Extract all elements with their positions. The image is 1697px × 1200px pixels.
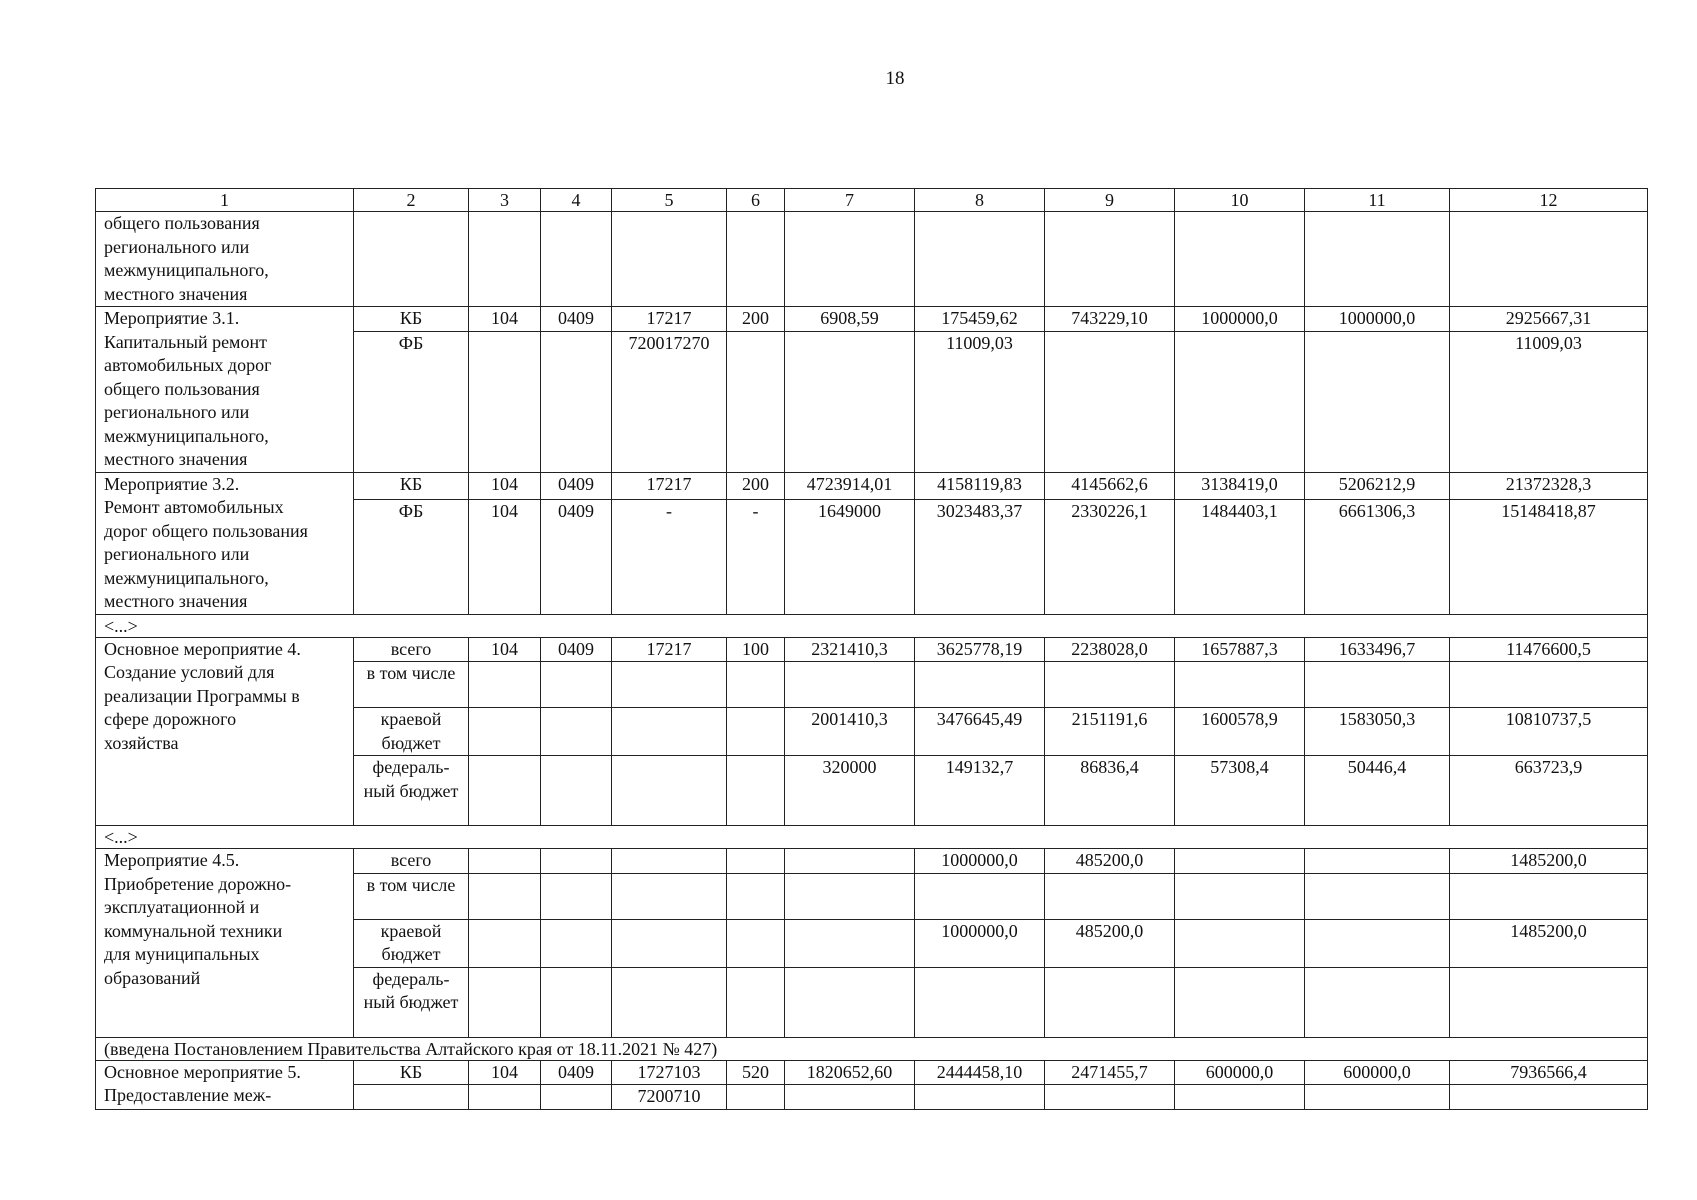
cell-col-11 <box>1305 967 1450 1037</box>
cell-col-7: 2001410,3 <box>785 708 915 756</box>
cell-col-10 <box>1175 1085 1305 1110</box>
cell-col-6: - <box>727 500 785 615</box>
m32-name <box>96 472 354 614</box>
cell-col-2: краевой бюджет <box>354 919 469 967</box>
header-row <box>96 189 1648 212</box>
cell-col-5 <box>612 967 727 1037</box>
cell-col-9: 2238028,0 <box>1045 637 1175 662</box>
cell-col-11 <box>1305 1085 1450 1110</box>
continuation-name: общего пользования регионального или межмуниципального, местного значения <box>96 212 354 307</box>
cell-col-5: 720017270 <box>612 331 727 472</box>
cell-col-11: 5206212,9 <box>1305 472 1450 500</box>
cell-col-6 <box>727 873 785 919</box>
name-line: дорог общего пользования <box>104 520 308 541</box>
cell-col-6: 200 <box>727 307 785 332</box>
cell-col-5: 17217 <box>612 307 727 332</box>
cell-col-7 <box>785 967 915 1037</box>
gap-row <box>96 826 1648 849</box>
cell-col-4 <box>541 756 612 826</box>
cell-col-8: 1000000,0 <box>915 849 1045 874</box>
cell-col-10 <box>1175 331 1305 472</box>
cell-col-5 <box>612 919 727 967</box>
cell-col-11: 600000,0 <box>1305 1060 1450 1085</box>
cell-col-5: - <box>612 500 727 615</box>
cell-col-8: 1000000,0 <box>915 919 1045 967</box>
header-cell: 8 <box>915 189 1045 212</box>
cell-col-2: краевой бюджет <box>354 708 469 756</box>
header-cell: 6 <box>727 189 785 212</box>
cell-col-3 <box>469 873 541 919</box>
cell-col-12 <box>1450 873 1648 919</box>
cell-col-4: 0409 <box>541 637 612 662</box>
table-body <box>96 189 1648 1110</box>
cell-col-8 <box>915 662 1045 708</box>
cell-col-10: 1000000,0 <box>1175 307 1305 332</box>
cell-col-10: 600000,0 <box>1175 1060 1305 1085</box>
name-line: регионального или <box>104 402 250 422</box>
cell-col-12: 15148418,87 <box>1450 500 1648 615</box>
cell-col-7: 4723914,01 <box>785 472 915 500</box>
cell-col-6 <box>727 331 785 472</box>
name-line: межмуниципального, <box>104 425 269 446</box>
cell-col-11 <box>1305 873 1450 919</box>
cell-col-9 <box>1045 662 1175 708</box>
cell-col-3: 104 <box>469 472 541 500</box>
cell-col-11 <box>1305 662 1450 708</box>
cell-col-9: 743229,10 <box>1045 307 1175 332</box>
cell-col-9: 2151191,6 <box>1045 708 1175 756</box>
cell-col-3 <box>469 662 541 708</box>
name-line: сфере дорожного <box>104 709 237 729</box>
cell-col-5: 17217 <box>612 637 727 662</box>
cell-col-7: 6908,59 <box>785 307 915 332</box>
name-line: образований <box>104 967 201 988</box>
name-line: Мероприятие 3.2. <box>104 473 240 494</box>
cell-col-6: 520 <box>727 1060 785 1085</box>
cell-col-12: 21372328,3 <box>1450 472 1648 500</box>
cell-col-4 <box>541 967 612 1037</box>
cell-col-11: 1000000,0 <box>1305 307 1450 332</box>
cell-col-8: 4158119,83 <box>915 472 1045 500</box>
cell-col-11: 50446,4 <box>1305 756 1450 826</box>
cell-col-10 <box>1175 919 1305 967</box>
name-line: Основное мероприятие 4. <box>104 638 301 659</box>
name-line: для муниципальных <box>104 944 260 964</box>
name-line: регионального или <box>104 544 250 564</box>
continuation-row <box>96 212 1648 307</box>
cell-col-7 <box>785 849 915 874</box>
cell-col-12 <box>1450 967 1648 1037</box>
cell-col-4: 0409 <box>541 472 612 500</box>
cell-col-6 <box>727 662 785 708</box>
cell-col-8 <box>915 873 1045 919</box>
cell-col-12 <box>1450 662 1648 708</box>
cell-col-2: федераль-ный бюджет <box>354 756 469 826</box>
gap-marker: (введена Постановлением Правительства Алтайского края от 18.11.2021 № 427) <box>96 1037 1648 1060</box>
cell-col-7: 320000 <box>785 756 915 826</box>
cell-col-2: федераль-ный бюджет <box>354 967 469 1037</box>
cell-col-11: 6661306,3 <box>1305 500 1450 615</box>
cell-col-8: 3625778,19 <box>915 637 1045 662</box>
header-cell: 3 <box>469 189 541 212</box>
cell-col-3 <box>469 756 541 826</box>
table-row <box>96 637 1648 662</box>
cell-col-10: 1600578,9 <box>1175 708 1305 756</box>
cell-col-5: 7200710 <box>612 1085 727 1110</box>
cell-col-3 <box>469 331 541 472</box>
gap-marker: <...> <box>96 614 1648 637</box>
cell-col-9: 2330226,1 <box>1045 500 1175 615</box>
table-row <box>96 472 1648 500</box>
gap-row <box>96 1037 1648 1060</box>
cell-col-6 <box>727 849 785 874</box>
cell-col-5 <box>612 662 727 708</box>
cell-col-8 <box>915 1085 1045 1110</box>
header-cell: 1 <box>96 189 354 212</box>
cell-col-7 <box>785 331 915 472</box>
header-cell: 5 <box>612 189 727 212</box>
table-row <box>96 307 1648 332</box>
cell-col-9 <box>1045 331 1175 472</box>
cell-col-5 <box>612 873 727 919</box>
cell-col-9 <box>1045 967 1175 1037</box>
cell-col-8: 11009,03 <box>915 331 1045 472</box>
cell-col-3 <box>469 708 541 756</box>
cell-col-2: в том числе <box>354 873 469 919</box>
page-number: 18 <box>885 68 905 89</box>
name-line: местного значения <box>104 449 248 469</box>
m45-name <box>96 849 354 1038</box>
cell-col-3 <box>469 1085 541 1110</box>
cell-col-9: 2471455,7 <box>1045 1060 1175 1085</box>
cell-col-3 <box>469 849 541 874</box>
cell-col-12: 2925667,31 <box>1450 307 1648 332</box>
cell-col-10 <box>1175 873 1305 919</box>
header-cell: 2 <box>354 189 469 212</box>
cell-col-7: 1820652,60 <box>785 1060 915 1085</box>
name-line: хозяйства <box>104 732 179 753</box>
cell-col-10: 3138419,0 <box>1175 472 1305 500</box>
cell-col-11 <box>1305 919 1450 967</box>
cell-col-10: 1657887,3 <box>1175 637 1305 662</box>
name-line: реализации Программы в <box>104 685 300 706</box>
cell-col-12: 1485200,0 <box>1450 919 1648 967</box>
name-line: коммунальной техники <box>104 920 283 941</box>
cell-col-10: 1484403,1 <box>1175 500 1305 615</box>
cell-col-2: ФБ <box>354 500 469 615</box>
name-line: Мероприятие 3.1. <box>104 308 240 328</box>
om4-name <box>96 637 354 826</box>
cell-col-4 <box>541 849 612 874</box>
cell-col-2: КБ <box>354 472 469 500</box>
cell-col-6 <box>727 919 785 967</box>
cell-col-4: 0409 <box>541 1060 612 1085</box>
cell-col-2: ФБ <box>354 331 469 472</box>
cell-col-9: 86836,4 <box>1045 756 1175 826</box>
cell-col-11: 1633496,7 <box>1305 637 1450 662</box>
cell-col-4 <box>541 873 612 919</box>
cell-col-12: 11009,03 <box>1450 331 1648 472</box>
name-line: Предоставление меж- <box>104 1085 272 1105</box>
cell-col-7 <box>785 919 915 967</box>
cell-col-3: 104 <box>469 637 541 662</box>
name-line: Создание условий для <box>104 662 275 682</box>
name-line: межмуниципального, <box>104 567 269 588</box>
cell-col-12: 10810737,5 <box>1450 708 1648 756</box>
cell-col-10 <box>1175 849 1305 874</box>
cell-col-12 <box>1450 1085 1648 1110</box>
cell-col-8: 149132,7 <box>915 756 1045 826</box>
header-cell: 4 <box>541 189 612 212</box>
cell-col-5: 1727103 <box>612 1060 727 1085</box>
cell-col-6 <box>727 756 785 826</box>
table-row <box>96 1060 1648 1085</box>
name-line: автомобильных дорог <box>104 355 272 375</box>
name-line: Мероприятие 4.5. <box>104 850 240 870</box>
cell-col-3 <box>469 919 541 967</box>
gap-row <box>96 614 1648 637</box>
cell-col-12: 1485200,0 <box>1450 849 1648 874</box>
cell-col-4 <box>541 1085 612 1110</box>
name-line: местного значения <box>104 591 248 611</box>
cell-col-9: 4145662,6 <box>1045 472 1175 500</box>
cell-col-7 <box>785 1085 915 1110</box>
cell-col-3 <box>469 967 541 1037</box>
name-line: общего пользования <box>104 378 260 399</box>
cell-col-2: КБ <box>354 1060 469 1085</box>
cell-col-7 <box>785 662 915 708</box>
header-cell: 9 <box>1045 189 1175 212</box>
cell-col-6 <box>727 708 785 756</box>
cell-col-9: 485200,0 <box>1045 919 1175 967</box>
cell-col-11 <box>1305 331 1450 472</box>
cell-col-5 <box>612 849 727 874</box>
cell-col-4: 0409 <box>541 500 612 615</box>
header-cell: 10 <box>1175 189 1305 212</box>
cell-col-10 <box>1175 967 1305 1037</box>
cell-col-2: в том числе <box>354 662 469 708</box>
cell-col-2: КБ <box>354 307 469 332</box>
cell-col-10: 57308,4 <box>1175 756 1305 826</box>
name-line: Капитальный ремонт <box>104 331 267 352</box>
cell-col-12: 663723,9 <box>1450 756 1648 826</box>
gap-marker: <...> <box>96 826 1648 849</box>
cell-col-4 <box>541 919 612 967</box>
cell-col-2: всего <box>354 849 469 874</box>
cell-col-6: 200 <box>727 472 785 500</box>
cell-col-2 <box>354 1085 469 1110</box>
budget-table <box>95 188 1648 1110</box>
cell-col-5 <box>612 708 727 756</box>
cell-col-3: 104 <box>469 500 541 615</box>
cell-col-8: 175459,62 <box>915 307 1045 332</box>
m31-name <box>96 307 354 473</box>
cell-col-7 <box>785 873 915 919</box>
cell-col-3: 104 <box>469 307 541 332</box>
cell-col-9 <box>1045 873 1175 919</box>
cell-col-4: 0409 <box>541 307 612 332</box>
cell-col-6: 100 <box>727 637 785 662</box>
name-line: эксплуатационной и <box>104 897 260 917</box>
om5-name <box>96 1060 354 1109</box>
cell-col-6 <box>727 967 785 1037</box>
table-row <box>96 849 1648 874</box>
cell-col-5 <box>612 756 727 826</box>
cell-col-12: 11476600,5 <box>1450 637 1648 662</box>
cell-col-8: 3476645,49 <box>915 708 1045 756</box>
cell-col-3: 104 <box>469 1060 541 1085</box>
cell-col-6 <box>727 1085 785 1110</box>
cell-col-4 <box>541 331 612 472</box>
cell-col-9: 485200,0 <box>1045 849 1175 874</box>
header-cell: 11 <box>1305 189 1450 212</box>
cell-col-4 <box>541 708 612 756</box>
name-line: Основное мероприятие 5. <box>104 1061 301 1082</box>
name-line: Приобретение дорожно- <box>104 873 292 894</box>
header-cell: 12 <box>1450 189 1648 212</box>
budget-table-wrapper <box>95 188 1648 1110</box>
cell-col-7: 2321410,3 <box>785 637 915 662</box>
cell-col-4 <box>541 662 612 708</box>
header-cell: 7 <box>785 189 915 212</box>
cell-col-8 <box>915 967 1045 1037</box>
cell-col-12: 7936566,4 <box>1450 1060 1648 1085</box>
cell-col-9 <box>1045 1085 1175 1110</box>
cell-col-11 <box>1305 849 1450 874</box>
cell-col-7: 1649000 <box>785 500 915 615</box>
name-line: Ремонт автомобильных <box>104 497 284 517</box>
cell-col-5: 17217 <box>612 472 727 500</box>
cell-col-11: 1583050,3 <box>1305 708 1450 756</box>
cell-col-2: всего <box>354 637 469 662</box>
cell-col-8: 2444458,10 <box>915 1060 1045 1085</box>
cell-col-10 <box>1175 662 1305 708</box>
cell-col-8: 3023483,37 <box>915 500 1045 615</box>
